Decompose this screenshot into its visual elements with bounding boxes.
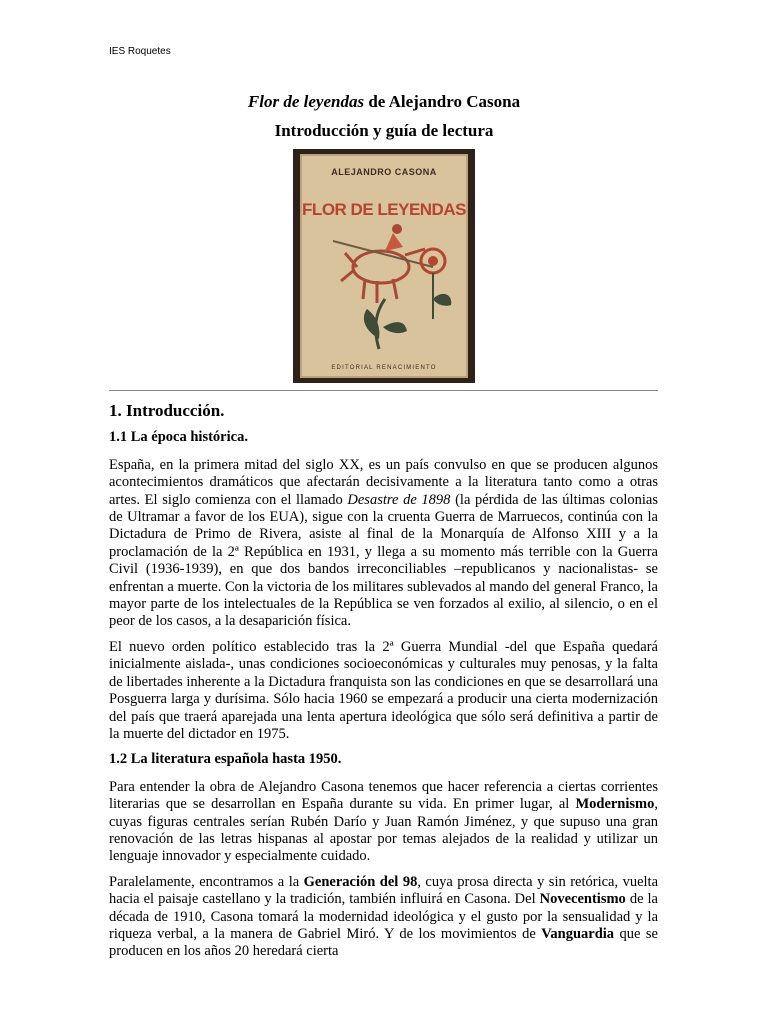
work-title: Flor de leyendas (247, 92, 365, 111)
cover-paper (301, 155, 467, 377)
book-cover-illustration (293, 149, 475, 383)
bold-term: Novecentismo (539, 891, 626, 908)
section-heading: 1. Introducción. (109, 401, 225, 420)
paragraph: El nuevo orden político establecido tras la 2ª Guerra Mundial -del que España quedará inicialmente aislada-, unas condiciones socioeconómicas y culturales muy penosas, y la falta de libertades inherente a la Dictadura franquista son las condiciones en que se desarrollará una Posguerra larga y durísima. Sólo hacia 1960 se empezará a producir una cierta modernización del país que traerá aparejada una lenta apertura ideológica que sólo será definitiva a partir de la muerte del dictador en 1975. (109, 638, 658, 742)
text-run: , cuya prosa directa y sin retórica, vuelta hacia el paisaje castellano y la tradición, también influirá en Casona. Del (109, 873, 659, 908)
horizontal-divider (109, 390, 658, 391)
subsection-heading-literatura: 1.2 La literatura española hasta 1950. (109, 751, 342, 768)
book-cover-image (293, 149, 475, 383)
paragraph (109, 874, 658, 961)
bold-term: Generación del 98 (303, 873, 418, 890)
cover-author: ALEJANDRO CASONA (331, 167, 437, 177)
text-run: , cuyas figuras centrales serían Rubén Darío y Juan Ramón Jiménez, y que supuso una gran renovación de las letras hispanas al apostar por temas alejados de la realidad y utilizar un lenguaje innovador y especialmente cuidado. (109, 796, 658, 865)
cover-title: FLOR DE LEYENDAS (302, 200, 466, 219)
text-run: (la pérdida de las últimas colonias de Ultramar a favor de los EUA), sigue con la cruenta Guerra de Marruecos, continúa con la Dictadura de Primo de Rivera, asiste al final de la Monarquía de Alfonso XIII y a la proclamación de la 2ª República en 1931, y llega a su momento más terrible con la Guerra Civil (1936-1939), en que dos bandos irreconciliables –republicanos y nacionalistas- se enfrentan a muerte. Con la victoria de los militares sublevados al mando del general Franco, la mayor parte de los intelectuales de la República se ven forzados al exilio, al silencio, o en el peor de los casos, a la desaparición física. (109, 491, 658, 630)
paragraph (109, 779, 658, 866)
italic-term: Desastre de 1898 (347, 491, 451, 508)
text-run: que se producen en los años 20 heredará cierta (109, 925, 658, 960)
text-run: Para entender la obra de Alejandro Casona tenemos que hacer referencia a ciertas corrientes literarias que se desarrollan en España durante su vida. En primer lugar, al (109, 778, 658, 813)
bold-term: Modernismo (575, 796, 655, 813)
document-body (109, 400, 658, 969)
document-title (0, 92, 768, 112)
cover-publisher: EDITORIAL RENACIMIENTO (331, 365, 437, 371)
text-run: de la década de 1910, Casona tomará la modernidad ideológica y el gusto por la sensualidad y la riqueza verbal, a la manera de Gabriel Miró. Y de los movimientos de (109, 891, 658, 942)
text-run: España, en la primera mitad del siglo XX, es un país convulso en que se producen algunos acontecimientos dramáticos que afectarán decisivamente a la literatura tanto como a otras artes. El siglo comienza con el llamado (109, 456, 658, 508)
bold-term: Vanguardia (541, 925, 615, 942)
subsection-heading-epoca: 1.1 La época histórica. (109, 429, 248, 446)
document-subtitle: Introducción y guía de lectura (274, 121, 494, 140)
text-run: Paralelamente, encontramos a la (109, 873, 304, 890)
title-author: de Alejandro Casona (364, 92, 521, 111)
page-header: IES Roquetes (109, 46, 171, 57)
paragraph (109, 457, 658, 631)
